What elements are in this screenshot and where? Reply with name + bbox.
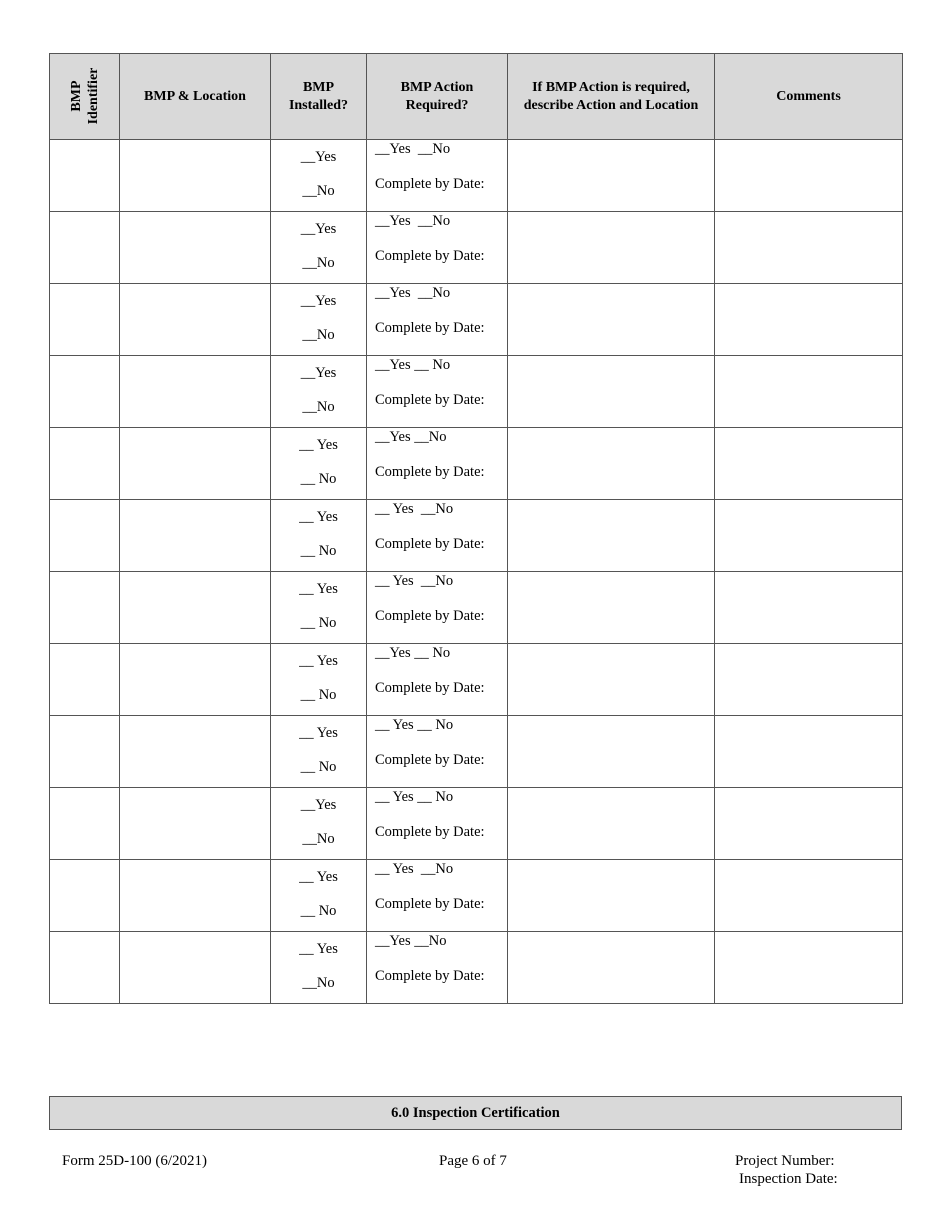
installed-no-option[interactable]: __No (302, 183, 335, 199)
bmp-action-required-cell (367, 716, 508, 788)
bmp-location-cell[interactable] (120, 644, 271, 716)
bmp-identifier-cell[interactable] (50, 356, 120, 428)
bmp-location-cell[interactable] (120, 428, 271, 500)
complete-by-date-label[interactable]: Complete by Date: (375, 752, 485, 768)
complete-by-date-label[interactable]: Complete by Date: (375, 896, 485, 912)
installed-no-option[interactable]: __No (302, 975, 335, 991)
installed-yes-option[interactable]: __ Yes (299, 941, 338, 957)
comments-cell[interactable] (715, 572, 903, 644)
table-row (50, 284, 903, 356)
installed-no-option[interactable]: __ No (300, 543, 337, 559)
bmp-location-cell[interactable] (120, 212, 271, 284)
table-row (50, 572, 903, 644)
header-describe-action-label: If BMP Action is required, describe Action and Location (523, 79, 699, 113)
action-required-options[interactable]: __Yes __No (375, 141, 451, 157)
bmp-installed-cell (271, 356, 367, 428)
action-required-options[interactable]: __Yes __No (375, 429, 447, 445)
bmp-location-cell[interactable] (120, 500, 271, 572)
bmp-action-required-cell (367, 140, 508, 212)
table-row (50, 356, 903, 428)
installed-yes-option[interactable]: __Yes (300, 365, 337, 381)
describe-action-cell[interactable] (508, 356, 715, 428)
header-bmp-location-label: BMP & Location (144, 88, 246, 104)
comments-cell[interactable] (715, 932, 903, 1004)
bmp-location-cell[interactable] (120, 284, 271, 356)
describe-action-cell[interactable] (508, 860, 715, 932)
comments-cell[interactable] (715, 212, 903, 284)
describe-action-cell[interactable] (508, 788, 715, 860)
bmp-action-required-cell (367, 572, 508, 644)
action-required-options[interactable]: __ Yes __ No (375, 717, 454, 733)
complete-by-date-label[interactable]: Complete by Date: (375, 464, 485, 480)
bmp-location-cell[interactable] (120, 932, 271, 1004)
table-row (50, 212, 903, 284)
comments-cell[interactable] (715, 644, 903, 716)
installed-yes-option[interactable]: __Yes (300, 797, 337, 813)
bmp-identifier-cell[interactable] (50, 284, 120, 356)
installed-no-option[interactable]: __ No (300, 759, 337, 775)
header-bmp-identifier-label: BMP Identifier (69, 67, 101, 125)
bmp-location-cell[interactable] (120, 788, 271, 860)
describe-action-cell[interactable] (508, 284, 715, 356)
installed-yes-option[interactable]: __ Yes (299, 653, 338, 669)
table-row (50, 860, 903, 932)
complete-by-date-label[interactable]: Complete by Date: (375, 248, 485, 264)
bmp-identifier-cell[interactable] (50, 212, 120, 284)
header-bmp-identifier (50, 54, 120, 140)
complete-by-date-label[interactable]: Complete by Date: (375, 824, 485, 840)
header-bmp-action-required (367, 54, 508, 140)
bmp-installed-cell (271, 788, 367, 860)
bmp-location-cell[interactable] (120, 572, 271, 644)
bmp-installed-cell (271, 716, 367, 788)
bmp-installed-cell (271, 932, 367, 1004)
installed-no-option[interactable]: __ No (300, 471, 337, 487)
header-bmp-installed-label: BMP Installed? (288, 79, 349, 113)
bmp-identifier-cell[interactable] (50, 932, 120, 1004)
bmp-action-required-cell (367, 644, 508, 716)
action-required-options[interactable]: __Yes __No (375, 285, 451, 301)
action-required-options[interactable]: __ Yes __No (375, 573, 454, 589)
complete-by-date-label[interactable]: Complete by Date: (375, 536, 485, 552)
bmp-installed-cell (271, 572, 367, 644)
table-row (50, 788, 903, 860)
bmp-inspection-table (49, 53, 903, 1004)
bmp-action-required-cell (367, 284, 508, 356)
installed-yes-option[interactable]: __ Yes (299, 509, 338, 525)
installed-no-option[interactable]: __No (302, 327, 335, 343)
installed-yes-option[interactable]: __Yes (300, 293, 337, 309)
bmp-identifier-cell[interactable] (50, 428, 120, 500)
complete-by-date-label[interactable]: Complete by Date: (375, 392, 485, 408)
installed-yes-option[interactable]: __ Yes (299, 581, 338, 597)
bmp-location-cell[interactable] (120, 716, 271, 788)
bmp-action-required-cell (367, 212, 508, 284)
comments-cell[interactable] (715, 500, 903, 572)
header-comments (715, 54, 903, 140)
bmp-action-required-cell (367, 356, 508, 428)
action-required-options[interactable]: __Yes __ No (375, 357, 451, 373)
bmp-installed-cell (271, 212, 367, 284)
installed-no-option[interactable]: __ No (300, 687, 337, 703)
action-required-options[interactable]: __ Yes __ No (375, 789, 454, 805)
inspection-certification-title: 6.0 Inspection Certification (391, 1104, 560, 1121)
header-comments-label: Comments (776, 88, 841, 104)
bmp-location-cell[interactable] (120, 860, 271, 932)
comments-cell[interactable] (715, 788, 903, 860)
header-bmp-location (120, 54, 271, 140)
table-header-row (50, 54, 903, 140)
bmp-installed-cell (271, 860, 367, 932)
describe-action-cell[interactable] (508, 140, 715, 212)
bmp-installed-cell (271, 644, 367, 716)
bmp-installed-cell (271, 500, 367, 572)
describe-action-cell[interactable] (508, 716, 715, 788)
describe-action-cell[interactable] (508, 212, 715, 284)
bmp-action-required-cell (367, 860, 508, 932)
project-number-label: Project Number: (735, 1153, 835, 1169)
bmp-identifier-cell[interactable] (50, 500, 120, 572)
comments-cell[interactable] (715, 140, 903, 212)
complete-by-date-label[interactable]: Complete by Date: (375, 680, 485, 696)
describe-action-cell[interactable] (508, 500, 715, 572)
installed-no-option[interactable]: __No (302, 399, 335, 415)
bmp-action-required-cell (367, 932, 508, 1004)
bmp-location-cell[interactable] (120, 356, 271, 428)
bmp-installed-cell (271, 140, 367, 212)
header-bmp-installed (271, 54, 367, 140)
describe-action-cell[interactable] (508, 644, 715, 716)
complete-by-date-label[interactable]: Complete by Date: (375, 320, 485, 336)
table-row (50, 140, 903, 212)
bmp-installed-cell (271, 284, 367, 356)
bmp-identifier-cell[interactable] (50, 644, 120, 716)
describe-action-cell[interactable] (508, 428, 715, 500)
table-row (50, 500, 903, 572)
action-required-options[interactable]: __Yes __No (375, 213, 451, 229)
installed-no-option[interactable]: __No (302, 831, 335, 847)
bmp-identifier-cell[interactable] (50, 140, 120, 212)
installed-yes-option[interactable]: __ Yes (299, 437, 338, 453)
complete-by-date-label[interactable]: Complete by Date: (375, 608, 485, 624)
footer-project-info (735, 1152, 838, 1188)
header-bmp-action-required-label: BMP Action Required? (400, 79, 474, 113)
comments-cell[interactable] (715, 860, 903, 932)
installed-yes-option[interactable]: __ Yes (299, 869, 338, 885)
action-required-options[interactable]: __Yes __No (375, 933, 447, 949)
table-row (50, 716, 903, 788)
comments-cell[interactable] (715, 356, 903, 428)
table-row (50, 644, 903, 716)
bmp-location-cell[interactable] (120, 140, 271, 212)
describe-action-cell[interactable] (508, 932, 715, 1004)
header-describe-action (508, 54, 715, 140)
installed-no-option[interactable]: __No (302, 255, 335, 271)
complete-by-date-label[interactable]: Complete by Date: (375, 176, 485, 192)
form-number: Form 25D-100 (6/2021) (62, 1153, 207, 1169)
bmp-action-required-cell (367, 788, 508, 860)
bmp-identifier-cell[interactable] (50, 572, 120, 644)
installed-no-option[interactable]: __ No (300, 903, 337, 919)
comments-cell[interactable] (715, 716, 903, 788)
table-row (50, 428, 903, 500)
comments-cell[interactable] (715, 284, 903, 356)
action-required-options[interactable]: __Yes __ No (375, 645, 451, 661)
installed-yes-option[interactable]: __Yes (300, 221, 337, 237)
table-row (50, 932, 903, 1004)
bmp-installed-cell (271, 428, 367, 500)
inspection-date-label: Inspection Date: (739, 1171, 838, 1187)
installed-yes-option[interactable]: __Yes (300, 149, 337, 165)
comments-cell[interactable] (715, 428, 903, 500)
bmp-identifier-cell[interactable] (50, 860, 120, 932)
installed-no-option[interactable]: __ No (300, 615, 337, 631)
describe-action-cell[interactable] (508, 572, 715, 644)
bmp-identifier-cell[interactable] (50, 788, 120, 860)
bmp-action-required-cell (367, 500, 508, 572)
bmp-action-required-cell (367, 428, 508, 500)
action-required-options[interactable]: __ Yes __No (375, 861, 454, 877)
installed-yes-option[interactable]: __ Yes (299, 725, 338, 741)
bmp-identifier-cell[interactable] (50, 716, 120, 788)
complete-by-date-label[interactable]: Complete by Date: (375, 968, 485, 984)
page-number: Page 6 of 7 (439, 1153, 507, 1169)
action-required-options[interactable]: __ Yes __No (375, 501, 454, 517)
inspection-certification-header (49, 1096, 902, 1130)
